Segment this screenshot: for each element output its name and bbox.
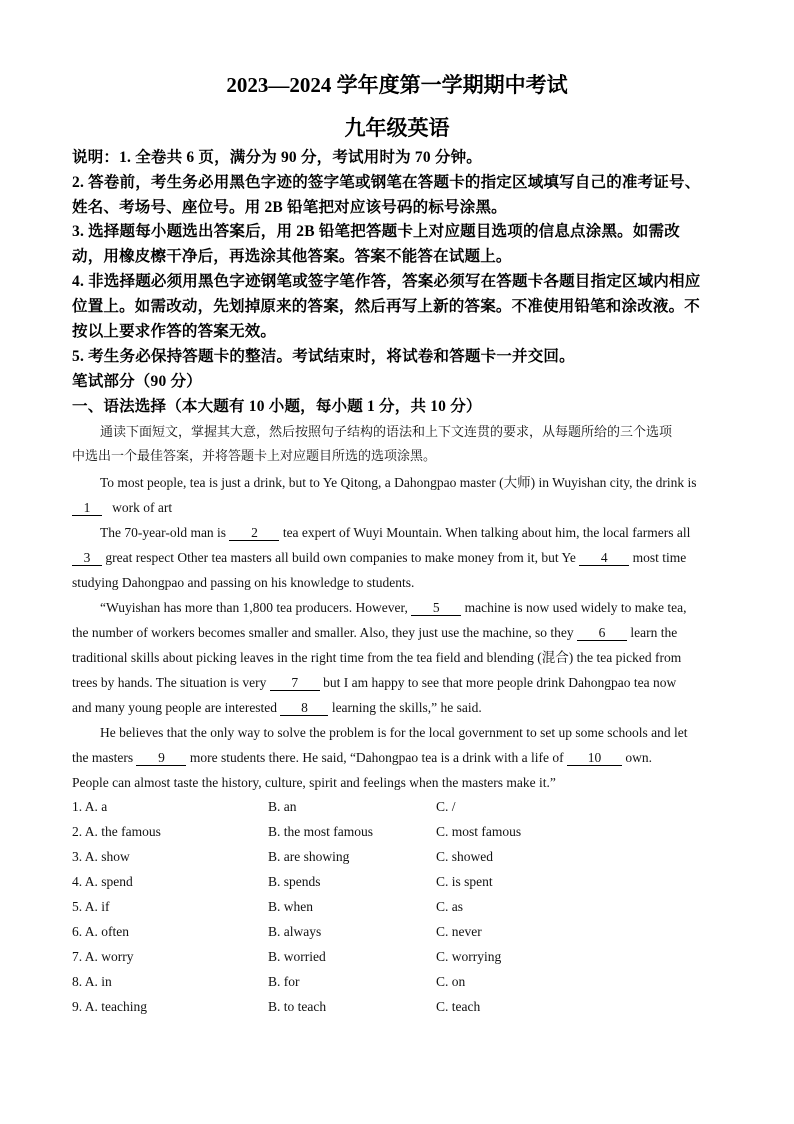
option-b: B. worried	[268, 949, 326, 964]
option-c: C. teach	[436, 999, 481, 1014]
directions-line: 通读下面短文，掌握其大意，然后按照句子结构的语法和上下文连贯的要求，从每题所给的三个选项	[100, 424, 673, 439]
option-a: 9. A. teaching	[72, 999, 147, 1014]
blank-3: 3	[72, 550, 102, 566]
passage-line: trees by hands. The situation is very 7 but I am happy to see that more people drink Dahongpao tea now	[72, 675, 677, 690]
option-b: B. for	[268, 974, 300, 989]
option-c: C. /	[436, 799, 456, 814]
passage-line: and many young people are interested 8 learning the skills,” he said.	[72, 700, 482, 715]
option-a: 6. A. often	[72, 924, 129, 939]
exam-title: 2023—2024 学年度第一学期期中考试	[226, 73, 568, 97]
directions-line: 中选出一个最佳答案，并将答题卡上对应题目所选的选项涂黑。	[72, 448, 437, 463]
blank-8: 8	[280, 700, 328, 716]
instruction-line: 姓名、考场号、座位号。用 2B 铅笔把对应该号码的标号涂黑。	[72, 199, 507, 216]
instruction-line: 4. 非选择题必须用黑色字迹钢笔或签字笔作答，答案必须写在答题卡各题目指定区域内相应	[72, 273, 701, 290]
option-c: C. never	[436, 924, 482, 939]
passage-line: studying Dahongpao and passing on his knowledge to students.	[72, 575, 415, 590]
option-b: B. when	[268, 899, 313, 914]
option-a: 5. A. if	[72, 899, 110, 914]
option-b: B. to teach	[268, 999, 327, 1014]
blank-6: 6	[577, 625, 627, 641]
instruction-line: 2. 答卷前，考生务必用黑色字迹的签字笔或钢笔在答题卡的指定区域填写自己的准考证号、	[72, 174, 701, 191]
passage-line: To most people, tea is just a drink, but to Ye Qitong, a Dahongpao master (大师) in Wuyishan city, the drink is	[100, 475, 697, 490]
passage-line: People can almost taste the history, culture, spirit and feelings when the masters make it.”	[72, 775, 556, 790]
option-a: 1. A. a	[72, 799, 108, 814]
instruction-line: 5. 考生务必保持答题卡的整洁。考试结束时，将试卷和答题卡一并交回。	[72, 348, 575, 365]
option-a: 2. A. the famous	[72, 824, 161, 839]
option-a: 8. A. in	[72, 974, 112, 989]
section-written: 笔试部分（90 分）	[72, 373, 202, 390]
passage-line: The 70-year-old man is 2 tea expert of Wuyi Mountain. When talking about him, the local farmers all	[100, 525, 691, 540]
option-c: C. showed	[436, 849, 493, 864]
blank-4: 4	[579, 550, 629, 566]
blank-10: 10	[567, 750, 622, 766]
passage-line: the masters 9 more students there. He said, “Dahongpao tea is a drink with a life of 10 own.	[72, 750, 652, 765]
option-a: 4. A. spend	[72, 874, 133, 889]
option-c: C. on	[436, 974, 466, 989]
passage-line: 1 work of art	[72, 498, 172, 518]
option-c: C. is spent	[436, 874, 493, 889]
option-a: 3. A. show	[72, 849, 130, 864]
blank-7: 7	[270, 675, 320, 691]
option-c: C. most famous	[436, 824, 522, 839]
passage-line: traditional skills about picking leaves in the right time from the tea field and blending (混合) the tea picked from	[72, 650, 682, 665]
option-b: B. the most famous	[268, 824, 373, 839]
option-b: B. spends	[268, 874, 321, 889]
passage-line: the number of workers becomes smaller and smaller. Also, they just use the machine, so they 6 learn the	[72, 625, 678, 640]
option-a: 7. A. worry	[72, 949, 134, 964]
option-c: C. worrying	[436, 949, 502, 964]
passage-line: “Wuyishan has more than 1,800 tea producers. However, 5 machine is now used widely to make tea,	[100, 600, 687, 615]
exam-subtitle: 九年级英语	[344, 116, 450, 140]
option-b: B. always	[268, 924, 322, 939]
option-c: C. as	[436, 899, 463, 914]
blank-9: 9	[136, 750, 186, 766]
option-b: B. are showing	[268, 849, 350, 864]
passage-line: He believes that the only way to solve the problem is for the local government to set up some schools and let	[100, 725, 688, 740]
section-one-heading: 一、语法选择（本大题有 10 小题，每小题 1 分，共 10 分）	[72, 398, 482, 415]
blank-5: 5	[411, 600, 461, 616]
passage-line: 3 great respect Other tea masters all build own companies to make money from it, but Ye 4 most time	[72, 548, 686, 568]
option-b: B. an	[268, 799, 297, 814]
instruction-line: 按以上要求作答的答案无效。	[72, 323, 277, 340]
instruction-line: 动，用橡皮檫干净后，再选涂其他答案。答案不能答在试题上。	[72, 248, 512, 265]
instruction-line: 3. 选择题每小题选出答案后，用 2B 铅笔把答题卡上对应题目选项的信息点涂黑。如需改	[72, 223, 680, 240]
instruction-line: 说明：1. 全卷共 6 页，满分为 90 分，考试用时为 70 分钟。	[72, 149, 483, 166]
blank-2: 2	[229, 525, 279, 541]
instruction-line: 位置上。如需改动，先划掉原来的答案，然后再写上新的答案。不准使用铅笔和涂改液。不	[72, 298, 701, 315]
blank-1: 1	[72, 500, 102, 516]
